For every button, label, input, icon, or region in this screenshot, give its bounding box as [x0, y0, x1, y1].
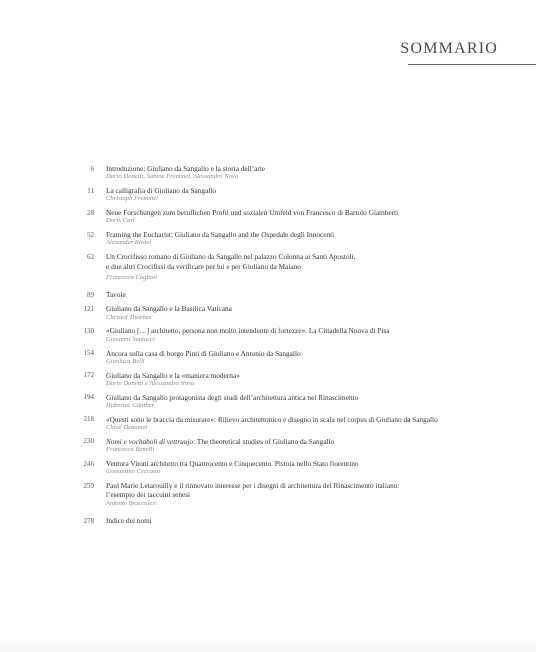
toc-title-italic: Nomi e vochaboli di vettruujo	[106, 436, 194, 446]
toc-title: Neue Forschungen zum beruflichen Profil und sozialen Umfeld von Francesco di Bartolo Giamberti	[106, 208, 399, 218]
toc-title: «Questi sono le braccia da misurare»: Rilievo architettonico e disegno in scala nel corpus di Giuliano da Sangallo	[106, 414, 438, 424]
toc-entry	[78, 252, 518, 282]
toc-page-number: 154	[83, 349, 94, 358]
toc-author: Francesco Benelli	[106, 446, 155, 454]
toc-author: Dario Donetti, Sabine Frommel, Alessandro Nova	[106, 173, 239, 181]
toc-title-continued: e due altri Crocifissi da verificare per lui e per Giuliano da Maiano	[106, 261, 301, 271]
toc-title-continued: l’esempio dei taccuini senesi	[106, 490, 191, 500]
toc-title: Paul Marie Letarouilly e il rinnovato interesse per i disegni di architettura del Rinascimento italiano:	[106, 481, 400, 491]
page-bottom-shadow	[0, 638, 536, 652]
toc-title: Giuliano da Sangallo e la «maniera moderna»	[106, 370, 240, 380]
toc-title: Introduzione: Giuliano da Sangallo e la storia dell’arte	[106, 164, 266, 173]
toc-entry	[78, 481, 518, 508]
toc-entry	[78, 290, 518, 300]
toc-author: Gianluca Belli	[106, 357, 145, 365]
toc-entry	[78, 437, 518, 455]
toc-author: Alexander Röstel	[106, 239, 152, 247]
toc-title: Tavole	[106, 290, 126, 300]
title-rule	[408, 64, 536, 65]
toc-page-number: 11	[87, 186, 94, 195]
toc-entry	[78, 304, 518, 322]
toc-author: Costantino Ceccanti	[106, 468, 161, 476]
toc-title: Giuliano da Sangallo protagonista degli studi dell’architettura antica nel Rinascimento	[106, 392, 359, 402]
toc-page-number: 278	[83, 516, 94, 525]
toc-page-number: 230	[83, 437, 94, 446]
toc-page-number: 172	[83, 371, 94, 380]
toc-entry	[78, 186, 518, 204]
toc-author: Hubertus Günther	[106, 401, 155, 409]
toc-entry	[78, 164, 518, 182]
toc-entry	[78, 459, 518, 477]
toc-page-number: 194	[83, 393, 94, 402]
toc-page-number: 6	[90, 164, 94, 173]
toc-title: Indice dei nomi	[106, 516, 152, 526]
toc-author: Dario Donetti e Alessandro Nova	[106, 379, 195, 387]
toc-entry	[78, 349, 518, 367]
toc-author: Giovanni Santucci	[106, 335, 155, 343]
toc-title: Un Crocifisso romano di Giuliano da Sangallo nel palazzo Colonna ai Santi Apostoli,	[106, 252, 356, 262]
toc-entry	[78, 371, 518, 389]
toc-title: Framing the Eucharist: Giuliano da Sangallo and the Ospedale degli Innocenti	[106, 230, 335, 240]
toc-entry	[78, 393, 518, 411]
toc-page-number: 246	[83, 459, 94, 468]
toc-author: Francesco Caglioti	[106, 273, 158, 281]
toc-page-number: 218	[83, 415, 94, 424]
toc-page-number: 52	[87, 230, 94, 239]
toc-page-number: 121	[83, 304, 94, 313]
toc-entry	[78, 208, 518, 226]
toc-title: «Giuliano […] architetto, persona non molto intendente di fortezze». La Cittadella Nuova di Pisa	[106, 326, 390, 336]
toc-author: Christoph Frommel	[106, 195, 158, 203]
toc-entry	[78, 516, 518, 526]
page-title: SOMMARIO	[400, 40, 498, 57]
toc-title	[106, 437, 518, 446]
table-of-contents	[78, 164, 518, 530]
toc-title: La calligrafia di Giuliano da Sangallo	[106, 186, 217, 196]
toc-entry	[78, 230, 518, 248]
toc-page-number: 89	[87, 290, 94, 299]
toc-page-number: 28	[87, 208, 94, 217]
toc-author: Christof Thoenes	[106, 313, 152, 321]
toc-page-number: 130	[83, 326, 94, 335]
toc-author: Doris Carl	[106, 217, 135, 225]
toc-title: Ventura Vitoni architetto tra Quattrocento e Cinquecento. Pistoia nello Stato fiorentino	[106, 459, 359, 469]
toc-title: Ancora sulla casa di borgo Pinti di Giuliano e Antonio da Sangallo	[106, 348, 301, 358]
toc-title: Giuliano da Sangallo e la Basilica Vaticana	[106, 304, 232, 314]
toc-page-number: 62	[87, 252, 94, 261]
toc-entry	[78, 415, 518, 433]
toc-title-rest: : The theoretical studies of Giuliano da Sangallo	[193, 436, 335, 446]
toc-author: Chloé Demonet	[106, 424, 148, 432]
toc-entry	[78, 326, 518, 344]
toc-author: Antonio Brucculeri	[106, 499, 157, 507]
toc-page-number: 259	[83, 481, 94, 490]
